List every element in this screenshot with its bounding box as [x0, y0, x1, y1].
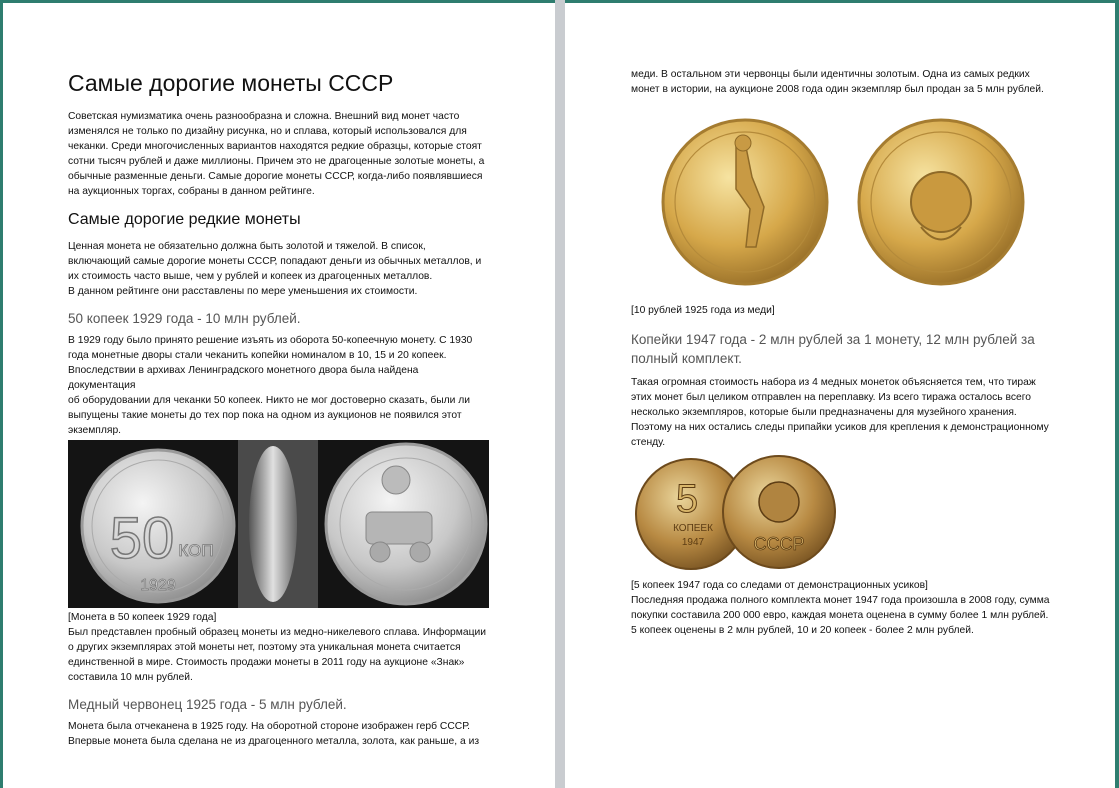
page-left: [3, 3, 555, 788]
text-line: изменялся не только по дизайну рисунка, но и сплава, который использовался для: [68, 126, 467, 137]
coin-50-kopeks-photo: [68, 440, 489, 608]
coin1-heading: 50 копеек 1929 года - 10 млн рублей.: [68, 311, 301, 326]
coin3-caption: [5 копеек 1947 года со следами от демонстрационных усиков]: [631, 580, 928, 591]
text-line: чеканки. Среди многочисленных вариантов находятся редкие образцы, которые стоят: [68, 141, 482, 152]
coin-chervonets-photo: [631, 107, 1051, 297]
coin1-after-paragraph: [68, 625, 488, 685]
coin1-paragraph: [68, 333, 488, 438]
text-line: выпущены такие монеты до тех пор пока на одном из аукционов не появился этот: [68, 410, 462, 421]
intro-paragraph: [68, 109, 488, 199]
page-gutter: [555, 0, 565, 788]
text-line: Советская нумизматика очень разнообразна и сложна. Внешний вид монет часто: [68, 111, 460, 122]
text-line: составила 10 млн рублей.: [68, 672, 193, 683]
coin3-heading: Копейки 1947 года - 2 млн рублей за 1 монету, 12 млн рублей за полный комплект.: [631, 332, 1035, 366]
text-line: Такая огромная стоимость набора из 4 медных монеток объясняется тем, что тираж: [631, 377, 1036, 388]
text-line: В 1929 году было принято решение изъять из оборота 50-копеечную монету. С 1930: [68, 335, 473, 346]
text-line: меди. В остальном эти червонцы были идентичны золотым. Одна из самых редких: [631, 69, 1030, 80]
coin3-after-paragraph: [631, 593, 1051, 638]
text-line: об оборудовании для чеканки 50 копеек. Никто не мог достоверно сказать, были ли: [68, 395, 471, 406]
text-line: 5 копеек оценены в 2 млн рублей, 10 и 20 копеек - более 2 млн рублей.: [631, 625, 974, 636]
text-line: экземпляр.: [68, 425, 122, 436]
coin-value: 5: [675, 477, 699, 521]
text-line: Ценная монета не обязательно должна быть золотой и тяжелой. В список,: [68, 241, 426, 252]
section-heading: Самые дорогие редкие монеты: [68, 211, 301, 228]
text-line: Монета была отчеканена в 1925 году. На оборотной стороне изображен герб СССР.: [68, 721, 470, 732]
text-line: обычные разменные деньги. Самые дорогие монеты СССР, когда-либо появлявшиеся: [68, 171, 483, 182]
text-line: о других экземплярах этой монеты нет, поэтому эта уникальная монета считается: [68, 642, 461, 653]
text-line: года монетные дворы стали чеканить копейки номиналом в 10, 15 и 20 копеек.: [68, 350, 447, 361]
text-line: покупки составила 200 000 евро, каждая монета оценена в сумму более 1 млн рублей.: [631, 610, 1049, 621]
text-line: Поэтому на них остались следы припайки усиков для крепления к демонстрационному: [631, 422, 1049, 433]
coin-unit: КОП: [178, 541, 214, 560]
text-line: монет в истории, на аукционе 2008 года один экземпляр был продан за 5 млн рублей.: [631, 84, 1044, 95]
coin2-heading: Медный червонец 1925 года - 5 млн рублей.: [68, 697, 347, 712]
coin2-caption: [10 рублей 1925 года из меди]: [631, 305, 775, 316]
document-title: Самые дорогие монеты СССР: [68, 70, 394, 96]
coin1-caption: [Монета в 50 копеек 1929 года]: [68, 612, 217, 623]
coin2-paragraph: [68, 719, 488, 749]
coin-5-kopeks-photo: [631, 454, 841, 572]
coin-value: 50: [109, 506, 175, 571]
page-right: [565, 3, 1115, 788]
coin3-paragraph: [631, 375, 1051, 450]
coin-country: СССР: [753, 534, 805, 554]
coin-year: 1947: [681, 537, 705, 548]
text-line: несколько экземпляров, которые были предназначены для музейного хранения.: [631, 407, 1017, 418]
text-line: их стоимость часто выше, чем у рублей и копеек из драгоценных металлов.: [68, 271, 433, 282]
text-line: стенду.: [631, 437, 666, 448]
text-line: Был представлен пробный образец монеты из медно-никелевого сплава. Информации: [68, 627, 486, 638]
coin-year: 1929: [140, 577, 176, 594]
text-line: единственной в мире. Стоимость продажи монеты в 2011 году на аукционе «Знак»: [68, 657, 465, 668]
coin-unit: КОПЕЕК: [673, 523, 713, 534]
text-line: Впоследствии в архивах Ленинградского монетного двора была найдена документация: [68, 365, 419, 391]
text-line: сотни тысяч рублей и даже миллионы. Причем это не драгоценные золотые монеты, а: [68, 156, 485, 167]
continued-paragraph: [631, 67, 1051, 97]
text-line: включающий самые дорогие монеты СССР, попадают деньги из обычных металлов, и: [68, 256, 482, 267]
text-line: на аукционных торгах, собраны в данном рейтинге.: [68, 186, 315, 197]
text-line: В данном рейтинге они расставлены по мере уменьшения их стоимости.: [68, 286, 418, 297]
text-line: Последняя продажа полного комплекта монет 1947 года произошла в 2008 году, сумма: [631, 595, 1050, 606]
text-line: этих монет был целиком отправлен на переплавку. Из всего тиража осталось всего: [631, 392, 1032, 403]
section-paragraph: [68, 239, 488, 299]
text-line: Впервые монета была сделана не из драгоценного металла, золота, как раньше, а из: [68, 736, 480, 747]
